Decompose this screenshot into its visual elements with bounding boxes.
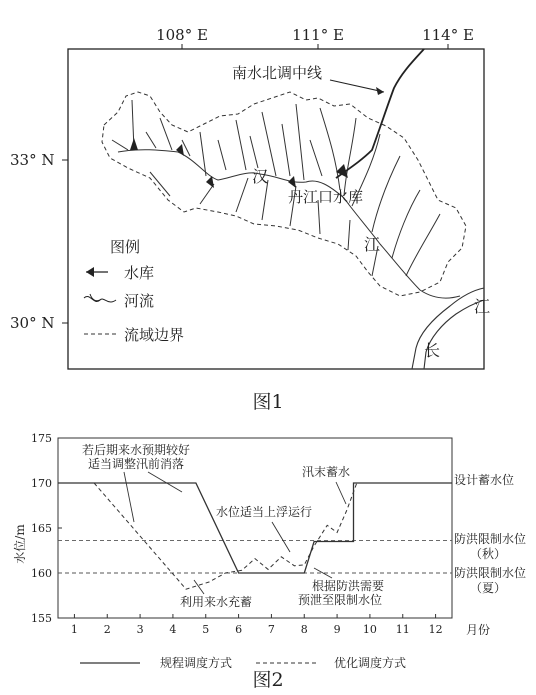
river-icon	[84, 294, 116, 302]
river-label-jiang: 江	[364, 235, 381, 254]
lat-label-30: 30° N	[10, 314, 55, 332]
series-line-regular	[58, 483, 452, 573]
annotation-float-up: 水位适当上浮运行	[216, 505, 313, 519]
y-tick-label: 155	[31, 612, 52, 625]
river-label-han: 汉	[252, 167, 269, 186]
figure-1-caption: 图1	[252, 391, 284, 413]
river-label-yangtze-chang: 长	[424, 341, 441, 360]
legend-title: 图例	[110, 238, 141, 256]
ref-label-summer: 防洪限制水位	[454, 566, 527, 580]
ref-label-autumn: 防洪限制水位	[454, 532, 527, 546]
x-tick-label: 11	[395, 623, 410, 636]
y-tick-label: 165	[31, 522, 52, 535]
lon-label-114: 114° E	[422, 26, 474, 44]
lon-label-111: 111° E	[292, 26, 344, 44]
legend-label-optimized: 优化调度方式	[334, 656, 407, 670]
x-tick-label: 5	[202, 623, 210, 636]
annotation-end-flood: 汛末蓄水	[302, 465, 351, 479]
x-tick-label: 4	[169, 623, 177, 636]
lon-label-108: 108° E	[156, 26, 208, 44]
x-tick-label: 7	[267, 623, 275, 636]
x-axis-label: 月份	[466, 623, 491, 637]
ref-label-autumn-sub: （秋）	[470, 547, 507, 561]
river-label-yangtze-jiang: 江	[474, 297, 491, 316]
legend-label-regular: 规程调度方式	[160, 656, 233, 670]
x-tick-label: 8	[300, 623, 308, 636]
annotation-refill: 利用来水充蓄	[180, 595, 253, 609]
figure-2-chart	[0, 420, 536, 691]
chart-legend	[80, 655, 406, 670]
ref-label-summer-sub: （夏）	[470, 581, 507, 595]
map-legend	[84, 238, 184, 344]
x-tick-label: 1	[70, 623, 78, 636]
water-level-chart	[0, 420, 536, 691]
ref-label-design: 设计蓄水位	[454, 473, 515, 487]
x-tick-label: 10	[362, 623, 377, 636]
annotation-pre-flood-1: 若后期来水预期较好	[82, 443, 191, 457]
x-tick-label: 9	[333, 623, 341, 636]
legend-label-boundary: 流域边界	[124, 326, 185, 344]
reservoir-icon	[86, 267, 108, 277]
x-tick-label: 3	[136, 623, 144, 636]
reservoir-markers	[130, 138, 348, 188]
y-tick-label: 175	[31, 432, 52, 445]
legend-label-reservoir: 水库	[124, 264, 155, 282]
annotation-pre-flood-2: 适当调整汛前消落	[88, 457, 185, 471]
annotation-predischarge-2: 预泄至限制水位	[298, 593, 383, 607]
lat-label-33: 33° N	[10, 151, 55, 169]
y-tick-label: 170	[31, 477, 52, 490]
legend-label-river: 河流	[124, 292, 155, 310]
y-tick-label: 160	[31, 567, 52, 580]
x-tick-label: 12	[428, 623, 443, 636]
river-network	[112, 100, 460, 298]
annotation-pointers	[124, 472, 346, 594]
reservoir-label: 丹江口水库	[288, 188, 364, 206]
route-label: 南水北调中线	[232, 64, 323, 82]
y-axis-label: 水位/m	[13, 524, 27, 564]
annotation-predischarge-1: 根据防洪需要	[312, 579, 385, 593]
x-tick-label: 2	[103, 623, 111, 636]
x-tick-label: 6	[235, 623, 243, 636]
figure-2-caption: 图2	[252, 669, 284, 691]
